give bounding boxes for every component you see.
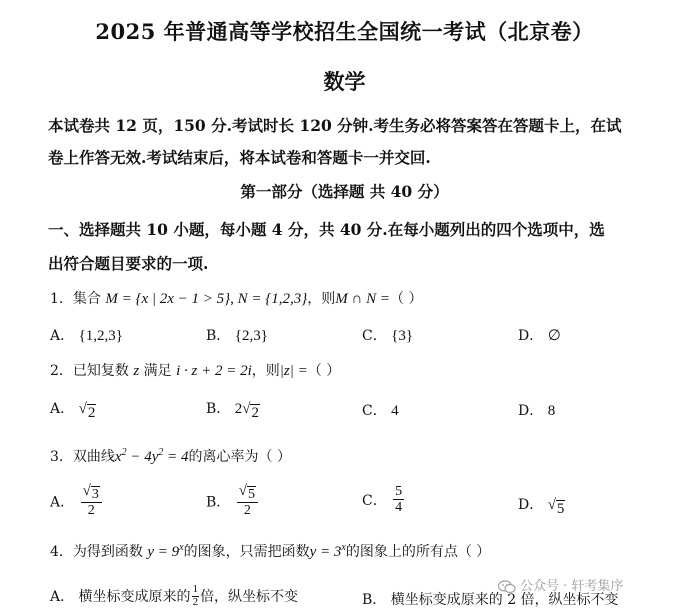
- question-1: [50, 288, 422, 308]
- question-text: ，则: [307, 291, 336, 307]
- q2-option-c: C． 4: [362, 403, 399, 419]
- q1-option-b: B． {2,3}: [206, 328, 268, 344]
- answer-blank: （ ）: [307, 363, 341, 379]
- q1-option-c: C． {3}: [362, 328, 414, 344]
- wechat-icon: [498, 580, 516, 594]
- part-heading: 第一部分（选择题 共 40 分）: [240, 182, 449, 201]
- q3-option-d: D． √ 5: [518, 497, 565, 517]
- instructions-line-2: 卷上作答无效.考试结束后，将本试卷和答题卡一并交回.: [48, 148, 431, 167]
- question-text: 满足: [143, 363, 172, 379]
- question-number: 2．: [50, 363, 73, 379]
- question-lead: 集合: [72, 291, 101, 307]
- q4-option-a: A． 横坐标变成原来的 $\frac{1}{2}$ 倍，纵坐标不变: [50, 583, 299, 608]
- answer-blank: （ ）: [390, 291, 423, 307]
- exam-title: 2025 年普通高等学校招生全国统一考试（北京卷）: [95, 19, 594, 44]
- q1-option-a: A． {1,2,3}: [50, 328, 123, 344]
- question-2: [50, 360, 340, 380]
- q4-option-b: B． 横坐标变成原来的 2 倍，纵坐标不变: [362, 592, 619, 608]
- question-lead: 已知复数: [72, 363, 129, 379]
- math-expression: M ∩ N =: [335, 291, 391, 307]
- math-expression: |z| =: [279, 363, 308, 379]
- q2-option-b: B． 2 √ 2: [206, 401, 259, 421]
- question-text: ，则: [251, 363, 280, 379]
- math-expression: $y = 9^x$: [147, 542, 184, 560]
- math-expression: $x^2 - 4y^2 = 4$: [114, 447, 189, 465]
- q3-option-a: A． √ 3 2: [50, 484, 104, 519]
- q2-option-d: D． 8: [518, 403, 556, 419]
- question-number: 3．: [50, 449, 73, 465]
- math-expression: i · z + 2 = 2i: [176, 363, 252, 379]
- section-line-1: 一、选择题共 10 小题，每小题 4 分，共 40 分.在每小题列出的四个选项中，选: [48, 220, 605, 239]
- instructions-line-1: 本试卷共 12 页，150 分.考试时长 120 分钟.考生务必将答案答在答题卡上，在试: [48, 116, 622, 135]
- math-variable: z: [133, 363, 140, 379]
- q1-option-d: D． ∅: [518, 328, 561, 344]
- section-line-2: 出符合题目要求的一项.: [48, 254, 209, 273]
- math-expression: M = {x | 2x − 1 > 5}, N = {1,2,3}: [105, 291, 308, 307]
- question-number: 1．: [50, 291, 73, 307]
- question-lead: 双曲线: [72, 449, 115, 465]
- question-3: [50, 446, 291, 466]
- question-lead: 为得到函数: [72, 544, 143, 560]
- q3-option-c: C． $\frac{5}{4}$: [362, 484, 403, 516]
- watermark: [498, 575, 623, 594]
- q2-option-a: A． √ 2: [50, 401, 96, 421]
- math-expression: $y = 3^x$: [309, 542, 346, 560]
- question-4: [50, 541, 490, 561]
- question-number: 4．: [50, 544, 73, 560]
- question-text: 的图象，只需把函数: [183, 544, 310, 560]
- question-text: 的离心率为（ ）: [188, 449, 291, 465]
- subject-title: 数学: [323, 69, 366, 94]
- question-text: 的图象上的所有点（ ）: [345, 544, 491, 560]
- watermark-text: 公众号 · 轩考集序: [520, 579, 624, 594]
- q3-option-b: B． √ 5 2: [206, 484, 260, 519]
